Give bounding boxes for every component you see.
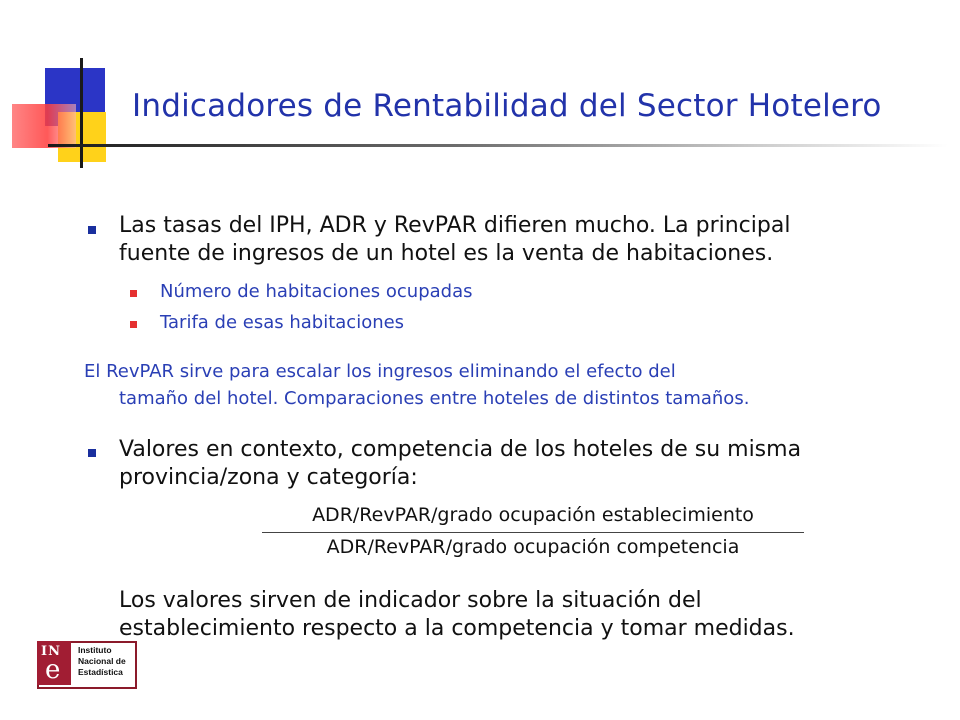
decor-vertical-line — [80, 58, 83, 168]
ine-logo-mark-top: IN — [41, 644, 61, 659]
sub-bullet-marker — [130, 290, 137, 297]
sub-bullet-1: Número de habitaciones ocupadas — [160, 281, 473, 302]
closing-line-1: Los valores sirven de indicador sobre la situación del — [119, 588, 702, 613]
ine-logo-mark — [37, 641, 71, 685]
bullet-1-line-2: fuente de ingresos de un hotel es la venta de habitaciones. — [119, 241, 774, 266]
title-underline — [48, 144, 948, 147]
sub-bullet-2: Tarifa de esas habitaciones — [160, 312, 405, 333]
bullet-1-line-1: Las tasas del IPH, ADR y RevPAR difieren mucho. La principal — [119, 213, 791, 238]
ine-logo-line-2: Nacional de — [78, 656, 126, 666]
ine-logo-line-1: Instituto — [78, 645, 112, 655]
note-line-2: tamaño del hotel. Comparaciones entre hoteles de distintos tamaños. — [119, 388, 750, 409]
sub-bullet-marker — [130, 321, 137, 328]
decor-red-square — [12, 104, 76, 148]
bullet-marker — [88, 226, 96, 234]
bullet-2-line-1: Valores en contexto, competencia de los hoteles de su misma — [119, 437, 802, 462]
ine-logo-line-3: Estadística — [78, 667, 123, 677]
closing-line-2: establecimiento respecto a la competencia y tomar medidas. — [119, 616, 795, 641]
slide-title: Indicadores de Rentabilidad del Sector Hotelero — [132, 88, 882, 124]
bullet-marker — [88, 449, 96, 457]
fraction-bar — [262, 532, 804, 533]
ine-logo-text — [78, 645, 126, 678]
bullet-2-line-2: provincia/zona y categoría: — [119, 465, 418, 490]
ine-logo-mark-bottom: e — [45, 655, 61, 685]
fraction-denominator: ADR/RevPAR/grado ocupación competencia — [326, 536, 740, 558]
fraction-numerator: ADR/RevPAR/grado ocupación establecimiento — [312, 504, 754, 526]
note-line-1: El RevPAR sirve para escalar los ingresos eliminando el efecto del — [84, 361, 676, 382]
